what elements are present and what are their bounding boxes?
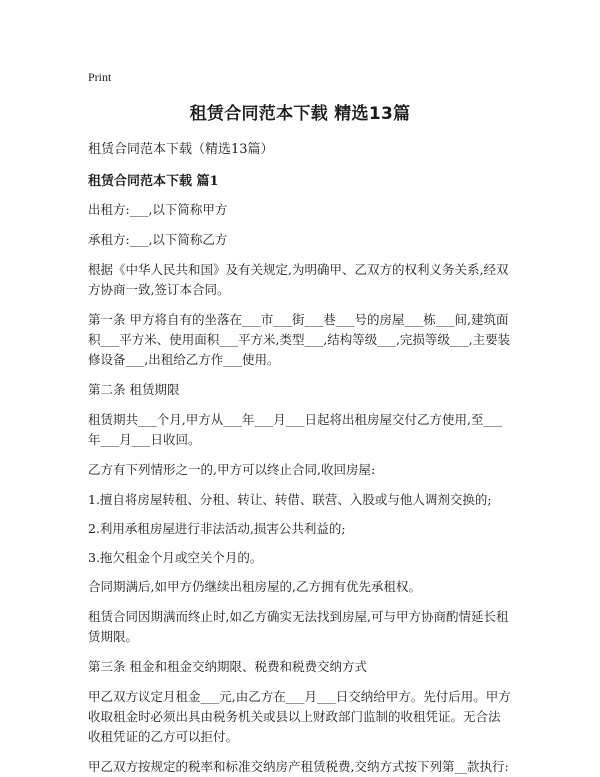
paragraph-termination-conditions: 乙方有下列情形之一的,甲方可以终止合同,收回房屋:	[88, 462, 376, 477]
paragraph-extension: 租赁合同因期满而终止时,如乙方确实无法找到房屋,可与甲方协商酌情延长租赁期限。	[88, 609, 509, 644]
paragraph-condition-1: 1.擅自将房屋转租、分租、转让、转借、联营、入股或与他人调剂交换的;	[88, 492, 492, 507]
paragraph-tax-payment: 甲乙双方按规定的税率和标准交纳房产租赁税费,交纳方式按下列第__款执行:	[88, 759, 509, 774]
paragraph-lease-term: 租赁期共___个月,甲方从___年___月___日起将出租房屋交付乙方使用,至___年___月___日收回。	[88, 412, 503, 447]
print-link[interactable]: Print	[88, 70, 112, 84]
paragraph-condition-3: 3.拖欠租金个月或空关个月的。	[88, 550, 263, 565]
paragraph-rent-payment: 甲乙双方议定月租金___元,由乙方在___月___日交纳给甲方。先付后用。甲方收取租金时必须出具由税务机关或县以上财政部门监制的收租凭证。无合法收租凭证的乙方可以拒付。	[88, 689, 511, 744]
paragraph-lessor: 出租方:___,以下简称甲方	[88, 202, 228, 217]
document-title: 租赁合同范本下载 精选13篇	[189, 104, 411, 124]
document-subtitle: 租赁合同范本下载（精选13篇）	[88, 142, 274, 157]
paragraph-article-3-heading: 第三条 租金和租金交纳期限、税费和税费交纳方式	[88, 659, 367, 674]
paragraph-article-2-heading: 第二条 租赁期限	[88, 382, 180, 397]
paragraph-article-1: 第一条 甲方将自有的坐落在___市___街___巷___号的房屋___栋___间,建筑面积___平方米、使用面积___平方米,类型___,结构等级___,完损等级___,主要装修设备___,出租给乙方作___使用。	[88, 312, 511, 367]
section-heading: 租赁合同范本下载 篇1	[88, 174, 219, 189]
paragraph-lessee: 承租方:___,以下简称乙方	[88, 232, 228, 247]
paragraph-priority-renewal: 合同期满后,如甲方仍继续出租房屋的,乙方拥有优先承租权。	[88, 579, 421, 594]
paragraph-condition-2: 2.利用承租房屋进行非法活动,损害公共利益的;	[88, 521, 346, 536]
paragraph-preamble: 根据《中华人民共和国》及有关规定,为明确甲、乙双方的权利义务关系,经双方协商一致,签订本合同。	[88, 262, 509, 297]
